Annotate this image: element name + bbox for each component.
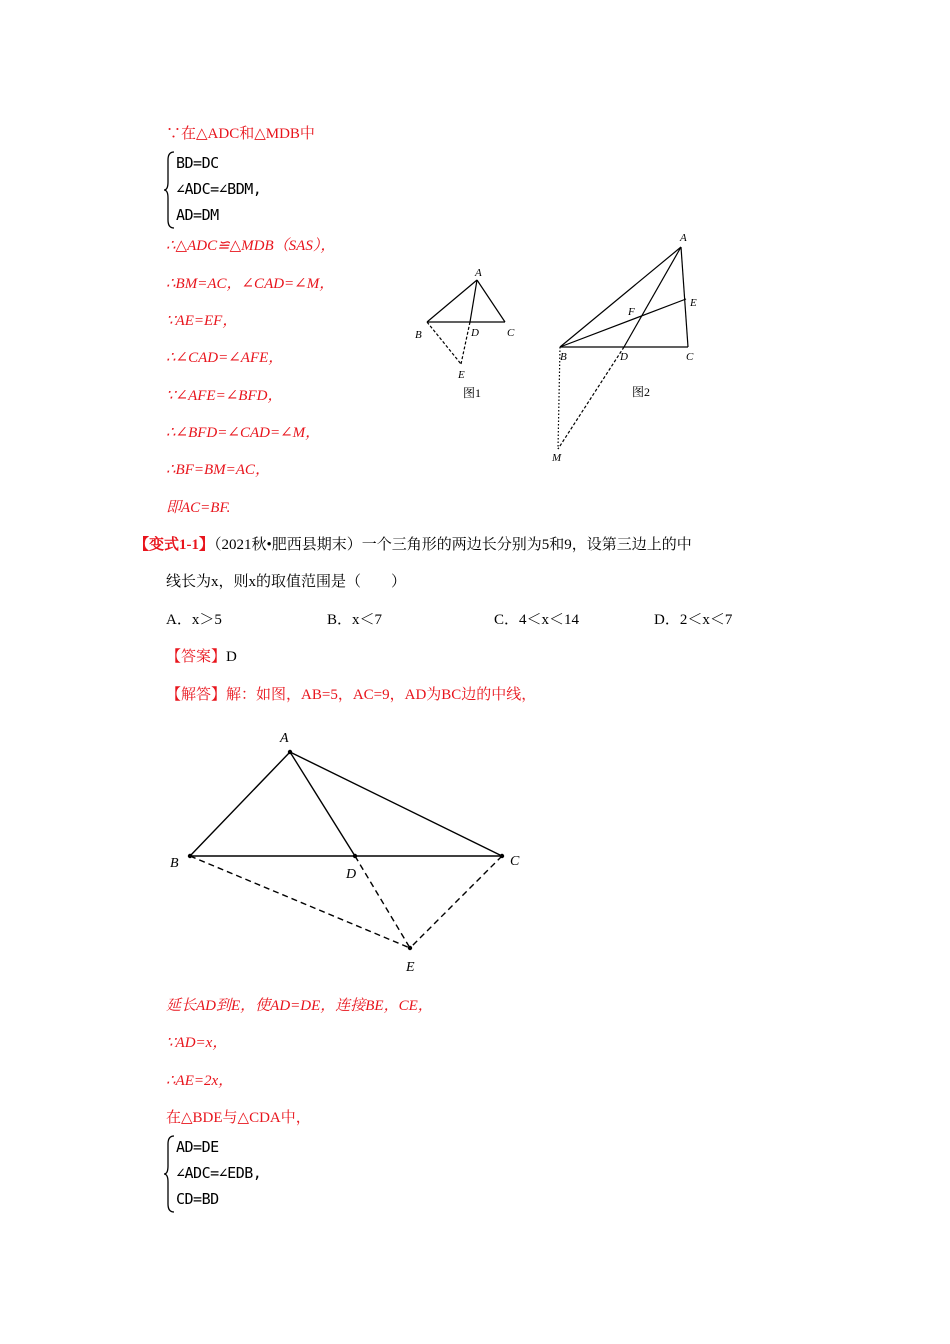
proof2-line2: ∵AD=x， (166, 1035, 228, 1051)
fig1-segment-ac (477, 280, 505, 322)
proof1-line4: ∴∠CAD=∠AFE， (166, 350, 284, 366)
fig3-segment-ab (190, 752, 290, 856)
fig1-label-e: E (458, 369, 465, 381)
proof1-system-eq1: BD=DC (176, 154, 219, 172)
fig3-point-c (500, 854, 504, 858)
fig2-segment-ab (560, 247, 681, 347)
proof1-system (164, 150, 324, 230)
fig1-caption: 图1 (463, 386, 482, 400)
solution-intro: 解：如图，AB=5，AC=9，AD为BC边的中线， (226, 687, 537, 703)
problem-source: （2021秋•肥西县期末） (214, 537, 362, 553)
proof2-line3: ∴AE=2x， (166, 1073, 234, 1089)
fig1-label-b: B (415, 329, 422, 341)
fig1-segment-ad (470, 280, 477, 322)
proof2-system-eq3: CD=BD (176, 1190, 219, 1208)
fig2-label-m: M (552, 452, 562, 464)
fig3-label-a: A (280, 731, 289, 746)
proof2-system-eq2: ∠ADC=∠EDB, (176, 1164, 262, 1182)
fig3-segment-de (355, 856, 410, 948)
fig1-label-a: A (475, 267, 482, 279)
proof1-line5: ∵∠AFE=∠BFD， (166, 388, 283, 404)
fig3-label-e: E (406, 960, 415, 975)
fig1-segment-ab (427, 280, 477, 322)
answer-tag: 【答案】 (166, 649, 227, 665)
fig1-label-c: C (507, 327, 515, 339)
proof1-line3: ∵AE=EF， (166, 313, 238, 329)
fig1-segment-be (427, 322, 461, 364)
proof1-system-eq2: ∠ADC=∠BDM, (176, 180, 262, 198)
figure-2 (540, 225, 720, 470)
problem-line2: 线长为x，则x的取值范围是（ ） (166, 574, 407, 590)
left-brace-icon (164, 1134, 176, 1214)
fig3-label-b: B (170, 856, 179, 871)
proof1-system-eq3: AD=DM (176, 206, 219, 224)
solution-line (166, 685, 536, 705)
proof1-line0: ∵在△ADC和△MDB中 (166, 126, 315, 142)
fig3-point-d (353, 854, 357, 858)
fig2-segment-be (560, 299, 686, 347)
choice-a: A．x＞5 (166, 612, 222, 628)
choice-d: D．2＜x＜7 (654, 612, 733, 628)
proof2-line4: 在△BDE与△CDA中， (166, 1110, 311, 1126)
proof1-line1: ∴△ADC≌△MDB（SAS）， (166, 238, 336, 254)
fig3-label-c: C (510, 854, 520, 869)
problem-line1 (134, 535, 692, 555)
proof1-line8: 即AC=BF. (166, 500, 231, 516)
proof2-system-eq1: AD=DE (176, 1138, 219, 1156)
fig2-label-e: E (690, 297, 697, 309)
figure-1 (405, 258, 535, 403)
proof2-system (164, 1134, 324, 1214)
choice-c: C．4＜x＜14 (494, 612, 580, 628)
choice-b: B．x＜7 (327, 612, 383, 628)
proof1-line2: ∴BM=AC，∠CAD=∠M， (166, 276, 335, 292)
proof1-line6: ∴∠BFD=∠CAD=∠M， (166, 425, 321, 441)
figure-3 (160, 722, 540, 982)
fig3-segment-be (190, 856, 410, 948)
fig1-label-d: D (471, 327, 479, 339)
fig2-label-c: C (686, 351, 694, 363)
answer-value: D (226, 649, 237, 665)
problem-tag: 【变式1-1】 (134, 537, 214, 553)
fig2-segment-dm (558, 347, 624, 449)
proof1-line7: ∴BF=BM=AC， (166, 462, 270, 478)
fig3-point-b (188, 854, 192, 858)
fig2-segment-ac (681, 247, 688, 347)
fig2-label-f: F (628, 306, 635, 318)
fig1-segment-de (461, 322, 470, 364)
fig3-segment-ce (410, 856, 502, 948)
problem-text1: 一个三角形的两边长分别为5和9，设第三边上的中 (361, 537, 692, 553)
proof2-line1: 延长AD到E，使AD=DE，连接BE，CE， (166, 998, 433, 1014)
solution-tag: 【解答】 (166, 687, 227, 703)
fig3-point-e (408, 946, 412, 950)
answer-line (166, 647, 237, 667)
fig2-caption: 图2 (632, 385, 651, 399)
fig2-segment-ad (624, 247, 681, 347)
fig2-label-b: B (560, 351, 567, 363)
fig2-label-a: A (680, 232, 687, 244)
fig3-label-d: D (346, 867, 357, 882)
fig2-label-d: D (620, 351, 628, 363)
left-brace-icon (164, 150, 176, 230)
fig3-point-a (288, 750, 292, 754)
